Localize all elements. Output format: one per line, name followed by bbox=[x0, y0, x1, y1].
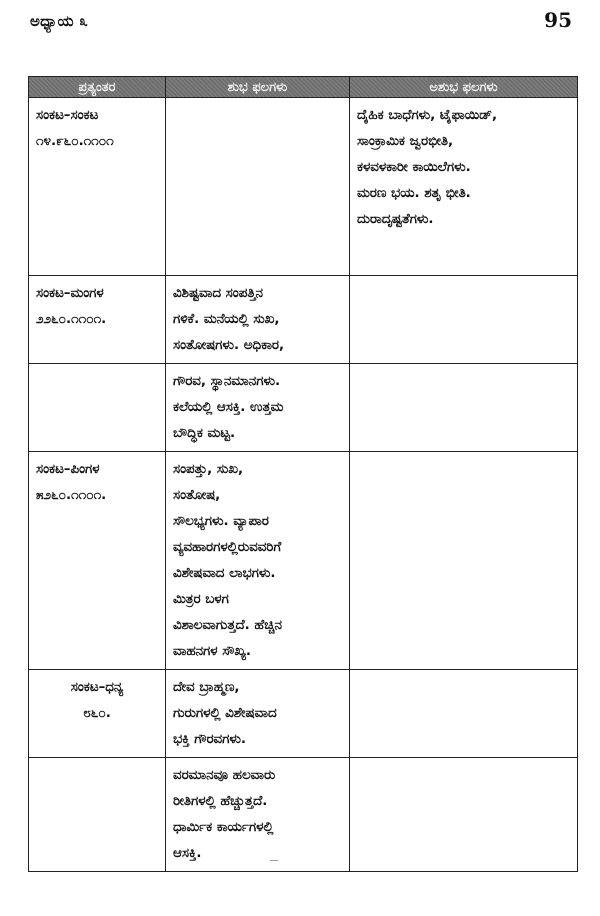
shubha-cell: ಗೌರವ, ಸ್ಥಾನಮಾನಗಳು. ಕಲೆಯಲ್ಲಿ ಆಸಕ್ತಿ. ಉತ್ತಮ ಬೌದ್ಧಿಕ ಮಟ್ಟ. bbox=[166, 364, 350, 452]
results-table bbox=[28, 76, 578, 872]
ashubha-cell: ದೈಹಿಕ ಬಾಧೆಗಳು, ಟೈಫಾಯಿಡ್, ಸಾಂಕ್ರಾಮಿಕ ಜ್ವರಭೀತಿ, ಕಳವಳಕಾರೀ ಕಾಯಿಲೆಗಳು. ಮರಣ ಭಯ. ಶತೃ ಭೀತಿ. ದುರಾದೃಷ್ಟತೆಗಳು. bbox=[350, 98, 578, 276]
table-row bbox=[29, 276, 578, 364]
ashubha-cell bbox=[350, 452, 578, 670]
pratyantara-cell: ಸಂಕಟ–ಪಿಂಗಳ ೫೨೬೦.೧೧೦೧. bbox=[29, 452, 166, 670]
table-row bbox=[29, 670, 578, 758]
table-header-row bbox=[29, 77, 578, 98]
shubha-cell: ದೇವ ಬ್ರಾಹ್ಮಣ, ಗುರುಗಳಲ್ಲಿ ವಿಶೇಷವಾದ ಭಕ್ತಿ ಗೌರವಗಳು. bbox=[166, 670, 350, 758]
pratyantara-cell: ಸಂಕಟ–ಸಂಕಟ ೧೪.೯೬೦.೧೧೦೧ bbox=[29, 98, 166, 276]
ashubha-cell bbox=[350, 758, 578, 872]
shubha-cell bbox=[166, 98, 350, 276]
column-header-pratyantara: ಪ್ರತ್ಯಂತರ bbox=[29, 77, 166, 98]
column-header-shubha: ಶುಭ ಫಲಗಳು bbox=[166, 77, 350, 98]
table-row bbox=[29, 452, 578, 670]
shubha-cell: ಸಂಪತ್ತು, ಸುಖ, ಸಂತೋಷ, ಸೌಲಭ್ಯಗಳು. ವ್ಯಾಪಾರ ವ್ಯವಹಾರಗಳಲ್ಲಿರುವವರಿಗೆ ವಿಶೇಷವಾದ ಲಾಭಗಳು. ಮಿತ್ರರ ಬಳಗ ವಿಶಾಲವಾಗುತ್ತದೆ. ಹೆಚ್ಚಿನ ವಾಹನಗಳ ಸೌಖ್ಯ. bbox=[166, 452, 350, 670]
table-row bbox=[29, 758, 578, 872]
column-header-ashubha: ಅಶುಭ ಫಲಗಳು bbox=[350, 77, 578, 98]
ashubha-cell bbox=[350, 276, 578, 364]
chapter-title: ಅಧ್ಯಾಯ ೩ bbox=[30, 12, 89, 30]
ashubha-cell bbox=[350, 364, 578, 452]
page-number: 95 bbox=[544, 8, 572, 32]
print-speck bbox=[270, 860, 278, 861]
pratyantara-cell: ಸಂಕಟ–ಮಂಗಳ ೨೨೬೦.೧೧೦೧. bbox=[29, 276, 166, 364]
pratyantara-cell: ಸಂಕಟ–ಧನ್ಯ ೮೬೦. bbox=[29, 670, 166, 758]
page-header bbox=[0, 0, 600, 50]
shubha-cell: ವಿಶಿಷ್ಟವಾದ ಸಂಪತ್ತಿನ ಗಳಿಕೆ. ಮನೆಯಲ್ಲಿ ಸುಖ, ಸಂತೋಷಗಳು. ಅಧಿಕಾರ, bbox=[166, 276, 350, 364]
pratyantara-cell bbox=[29, 758, 166, 872]
shubha-cell: ವರಮಾನವೂ ಹಲವಾರು ರೀತಿಗಳಲ್ಲಿ ಹೆಚ್ಚುತ್ತದೆ. ಧಾರ್ಮಿಕ ಕಾರ್ಯಗಳಲ್ಲಿ ಆಸಕ್ತಿ. bbox=[166, 758, 350, 872]
pratyantara-cell bbox=[29, 364, 166, 452]
ashubha-cell bbox=[350, 670, 578, 758]
table-row bbox=[29, 364, 578, 452]
table-row bbox=[29, 98, 578, 276]
